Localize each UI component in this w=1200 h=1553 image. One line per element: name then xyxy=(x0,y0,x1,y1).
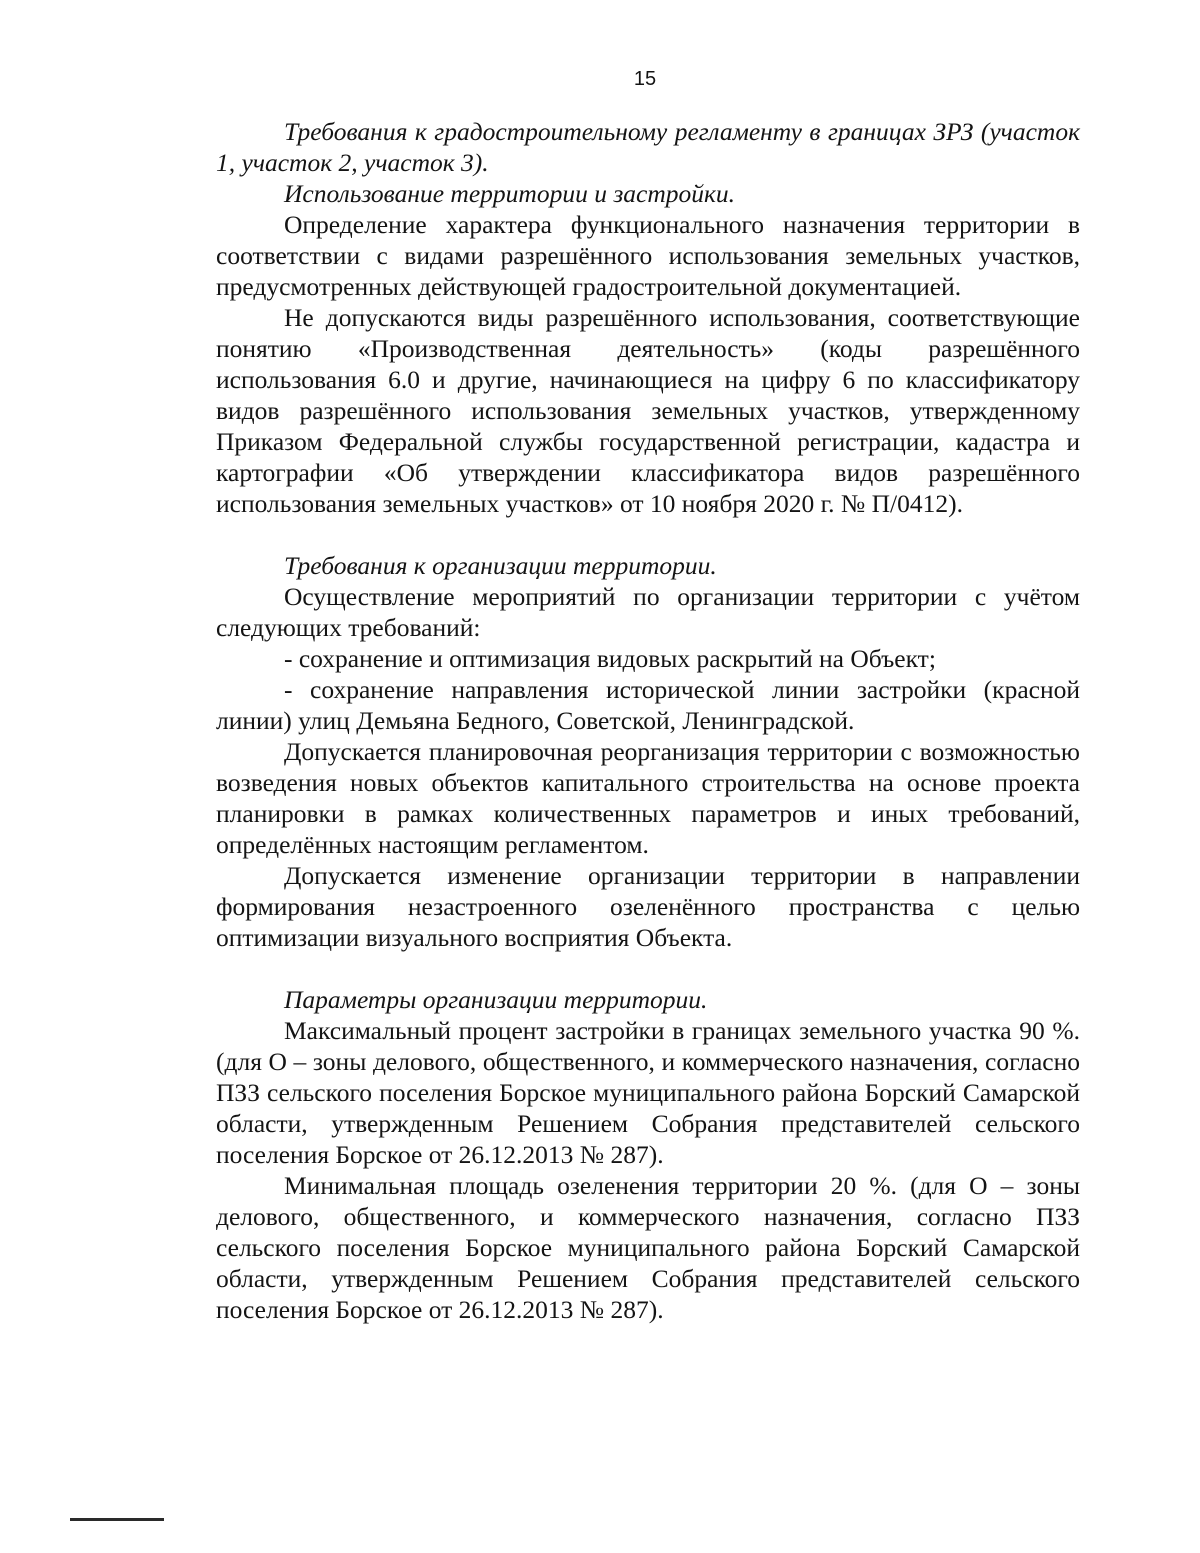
paragraph-green-space: Допускается изменение организации территории в направлении формирования незастроенного озеленённого пространства с целью оптимизации визуального восприятия Объекта. xyxy=(216,861,1080,952)
section-heading-parameters: Параметры организации территории. xyxy=(284,985,708,1014)
subheading-territory-use: Использование территории и застройки. xyxy=(284,179,736,208)
document-body xyxy=(216,116,1080,1325)
paragraph-functional-purpose: Определение характера функционального назначения территории в соответствии с видами разрешённого использования земельных участков, предусмотренных действующей градостроительной документацией. xyxy=(216,210,1080,301)
section-heading-regulation: Требования к градостроительному регламенту в границах ЗРЗ (участок 1, участок 2, участок 3). xyxy=(216,117,1080,177)
list-item-view-preservation: - сохранение и оптимизация видовых раскрытий на Объект; xyxy=(284,644,936,673)
scan-edge-mark xyxy=(70,1518,164,1521)
paragraph-organization-intro: Осуществление мероприятий по организации территории с учётом следующих требований: xyxy=(216,582,1080,642)
paragraph-prohibited-uses: Не допускаются виды разрешённого использования, соответствующие понятию «Производственная деятельность» (коды разрешённого использования 6.0 и другие, начинающиеся на цифру 6 по классификатору видов разрешённого использования земельных участков, утвержденному Приказом Федеральной службы государственной регистрации, кадастра и картографии «Об утверждении классификатора видов разрешённого использования земельных участков» от 10 ноября 2020 г. № П/0412). xyxy=(216,303,1080,518)
section-heading-organization: Требования к организации территории. xyxy=(284,551,717,580)
list-item-red-line: - сохранение направления исторической линии застройки (красной линии) улиц Демьяна Бедного, Советской, Ленинградской. xyxy=(216,675,1080,735)
page-number: 15 xyxy=(633,68,657,90)
paragraph-min-greenery: Минимальная площадь озеленения территории 20 %. (для О – зоны делового, общественного, и коммерческого назначения, согласно ПЗЗ сельского поселения Борское муниципального района Борский Самарской области, утвержденным Решением Собрания представителей сельского поселения Борское от 26.12.2013 № 287). xyxy=(216,1171,1080,1324)
paragraph-reorganization: Допускается планировочная реорганизация территории с возможностью возведения новых объектов капитального строительства на основе проекта планировки в рамках количественных параметров и иных требований, определённых настоящим регламентом. xyxy=(216,737,1080,859)
paragraph-max-coverage: Максимальный процент застройки в границах земельного участка 90 %. (для О – зоны делового, общественного, и коммерческого назначения, согласно ПЗЗ сельского поселения Борское муниципального района Борский Самарской области, утвержденным Решением Собрания представителей сельского поселения Борское от 26.12.2013 № 287). xyxy=(216,1016,1080,1169)
